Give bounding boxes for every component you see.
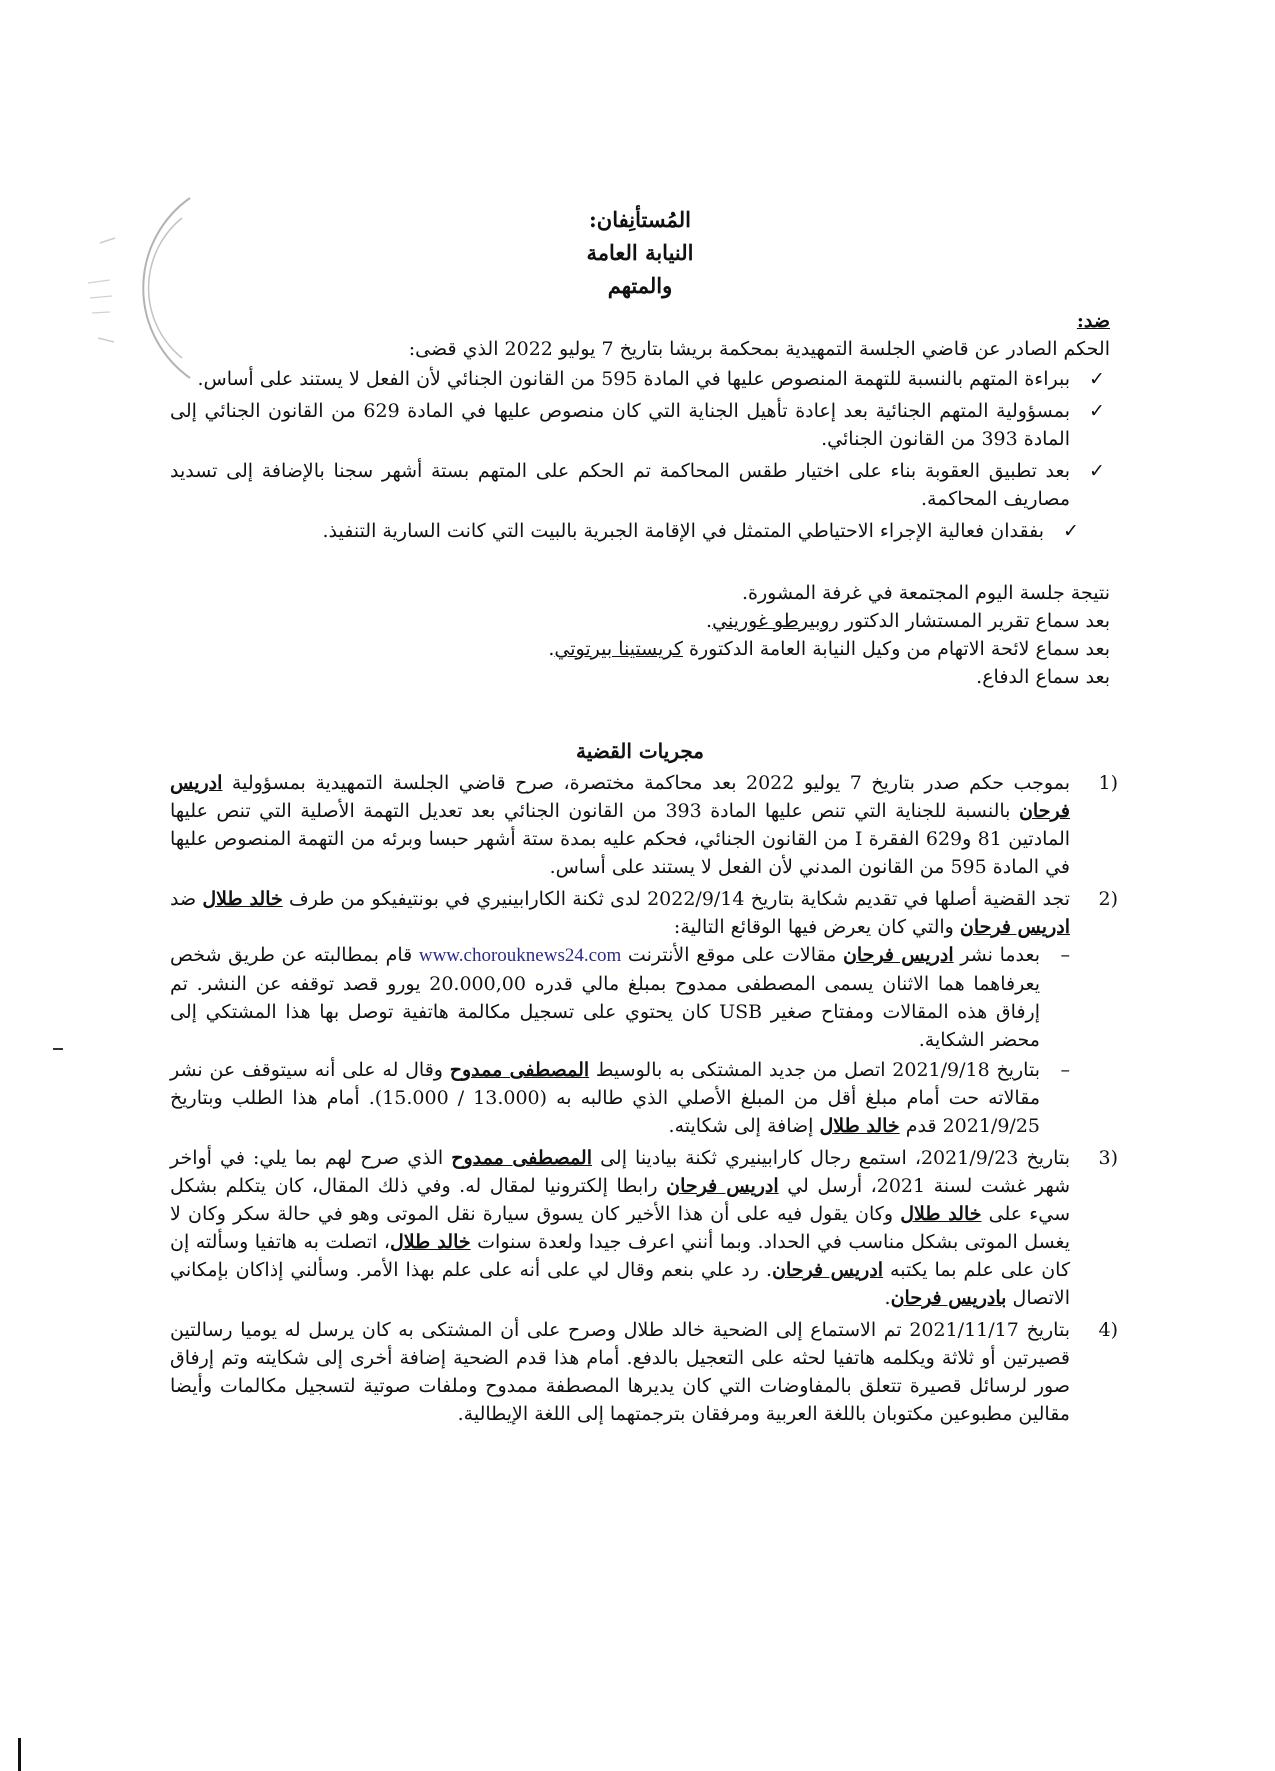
appellant-accused: والمتهم	[607, 273, 673, 298]
accused-name: ادريس فرحان	[959, 916, 1070, 938]
against-label: ضد:	[1076, 310, 1110, 332]
dash-icon: –	[1060, 944, 1070, 966]
judgment-point	[170, 397, 1110, 453]
complaint-fact: – بعدما نشر ادريس فرحان مقالات على موقع الأنترنت www.chorouknews24.com قام بمطالبته عن طريق شخص يعرفاهما هما الاثنان يسمى المصطفى ممدوح بمبلغ مالي قدره 20.000,00 يورو قصد توقفه عن النشر. تم إرفاق هذه المقالات ومفتاح صغير USB كان يحتوي على تسجيل مكالمة هاتفية توصل بها هذا المشتكي إلى محضر الشكاية.	[170, 941, 1070, 1054]
complaint-facts	[170, 941, 1070, 1140]
check-icon: ✓	[1089, 368, 1105, 390]
judgment-intro: الحكم الصادر عن قاضي الجلسة التمهيدية بمحكمة بريشا بتاريخ 7 يوليو 2022 الذي قضى:	[408, 338, 1110, 360]
proceedings-item: 1) بموجب حكم صدر بتاريخ 7 يوليو 2022 بعد محاكمة مختصرة، صرح قاضي الجلسة التمهيدية بمسؤولية ادريس فرحان بالنسبة للجناية التي تنص عليها المادة 393 من القانون الجنائي بعد تعديل التهمة الأصلية التي تنص عليها المادتين 81 و629 الفقرة I من القانون الجنائي، فحكم عليه بمدة ستة أشهر حبسا وبرئه من التهمة المنصوص عليها في المادة 595 من القانون المدني لأن الفعل لا يستند على أساس.	[170, 769, 1110, 881]
check-icon: ✓	[1063, 520, 1079, 542]
accused-name: ادريس فرحان	[666, 1175, 779, 1197]
accused-name: بادريس فرحان	[890, 1287, 1007, 1309]
check-icon: ✓	[1089, 400, 1105, 422]
appellants-label: المُستأنِفان:	[589, 207, 691, 232]
judgment-point	[170, 365, 1110, 393]
proceedings-item: 3) بتاريخ 2021/9/23، استمع رجال كارابينيري ثكنة بيادينا إلى المصطفى ممدوح الذي صرح لهم بما يلي: في أواخر شهر غشت لسنة 2021، أرسل لي ادريس فرحان رابطا إلكترونيا لمقال له. وفي ذلك المقال، كان يتكلم بشكل سيء على خالد طلال وكان يقول فيه على أن هذا الأخير كان يسوق سيارة نقل الموتى وهو في حالة سكر وكان لا يغسل الموتى بشكل مناسب في الحداد. وبما أنني اعرف جيدا ولعدة سنوات خالد طلال، اتصلت به هاتفيا وسألته إن كان على علم بما يكتبه ادريس فرحان. رد علي بنعم وقال لي على أنه على علم بهذا الأمر. وسألني إذاكان بإمكاني الاتصال بادريس فرحان.	[170, 1144, 1110, 1312]
victim-name: خالد طلال	[819, 1115, 900, 1137]
accused-name: ادريس فرحان	[170, 772, 1071, 822]
proceedings-list	[170, 769, 1118, 1428]
margin-mark-dash	[53, 1048, 63, 1050]
dash-icon: –	[1060, 1059, 1070, 1081]
prosecutor-name: كريستينا بيرتوتي	[554, 638, 683, 660]
proceedings-item: 2) تجد القضية أصلها في تقديم شكاية بتاريخ 2022/9/14 لدى ثكنة الكارابينيري في بونتيفيكو من طرف خالد طلال ضد ادريس فرحان والتي كان يعرض فيها الوقائع التالية: – بعدما نشر ادريس فرحان مقالات على موقع الأنترنت www.chorouknews24.com قام بمطالبته عن طريق شخص يعرفاهما هما الاثنان يسمى المصطفى ممدوح بمبلغ مالي قدره 20.000,00 يورو قصد توقفه عن النشر. تم إرفاق هذه المقالات ومفتاح صغير USB كان يحتوي على تسجيل مكالمة هاتفية توصل بها هذا المشتكي إلى محضر الشكاية. – بتاريخ 2021/9/18 اتصل من جديد المشتكى به بالوسيط المصطفى ممدوح وقال له على أنه سيتوقف عن نشر مقالاته حت أمام مبلغ أقل من المبلغ الأصلي الذي طالبه به (13.000 / 15.000). أمام هذا الطلب وبتاريخ 2021/9/25 قدم خالد طلال إضافة إلى شكايته.	[170, 885, 1110, 1140]
complaint-fact: – بتاريخ 2021/9/18 اتصل من جديد المشتكى به بالوسيط المصطفى ممدوح وقال له على أنه سيتوقف عن نشر مقالاته حت أمام مبلغ أقل من المبلغ الأصلي الذي طالبه به (13.000 / 15.000). أمام هذا الطلب وبتاريخ 2021/9/25 قدم خالد طلال إضافة إلى شكايته.	[170, 1056, 1070, 1140]
session-line-prosecution: بعد سماع لائحة الاتهام من وكيل النيابة العامة الدكتورة كريستينا بيرتوتي.	[548, 638, 1110, 660]
judgment-point-text: بفقدان فعالية الإجراء الاحتياطي المتمثل في الإقامة الجبرية بالبيت التي كانت السارية التنفيذ.	[322, 520, 1044, 542]
victim-name: خالد طلال	[390, 1231, 471, 1253]
judgment-point-text: بعد تطبيق العقوبة بناء على اختيار طقس المحاكمة تم الحكم على المتهم بستة أشهر سجنا بالإضافة إلى تسديد مصاريف المحاكمة.	[170, 460, 1070, 510]
accused-name: ادريس فرحان	[842, 944, 954, 966]
session-line-report: بعد سماع تقرير المستشار الدكتور روبيرطو غوريني.	[706, 610, 1110, 632]
item-number: 3)	[1098, 1147, 1118, 1169]
accused-name: ادريس فرحان	[772, 1259, 884, 1281]
mediator-name: المصطفى ممدوح	[449, 1059, 590, 1081]
session-line-defense: بعد سماع الدفاع.	[976, 666, 1110, 688]
item-number: 1)	[1098, 772, 1118, 794]
session-line-chamber: نتيجة جلسة اليوم المجتمعة في غرفة المشورة.	[742, 582, 1110, 604]
judgment-point	[170, 457, 1110, 513]
judgment-points	[170, 365, 1110, 545]
mediator-name: المصطفى ممدوح	[451, 1147, 592, 1169]
judgment-point-text: بمسؤولية المتهم الجنائية بعد إعادة تأهيل الجناية التي كان منصوص عليها في المادة 629 من القانون الجنائي إلى المادة 393 من القانون الجنائي.	[170, 400, 1070, 450]
document-page	[170, 205, 1118, 1432]
check-icon: ✓	[1089, 460, 1105, 482]
victim-name: خالد طلال	[900, 1203, 982, 1225]
victim-name: خالد طلال	[202, 888, 283, 910]
rapporteur-name: روبيرطو غوريني	[712, 610, 839, 632]
proceedings-item: 4) بتاريخ 2021/11/17 تم الاستماع إلى الضحية خالد طلال وصرح على أن المشتكى به كان يرسل له يوميا رسالتين قصيرتين أو ثلاثة ويكلمه هاتفيا لحثه على التعجيل بالدفع. أمام هذا قدم الضحية إضافة أخرى إلى شكايته وتم إرفاق صور لرسائل قصيرة تتعلق بالمفاوضات التي كان يديرها المصطفة ممدوح وملفات صوتية لتسجيل مكالمات وأيضا مقالين مطبوعين مكتوبان باللغة العربية ومرفقان بترجمتهما إلى اللغة الإيطالية.	[170, 1316, 1110, 1428]
margin-mark-bar	[18, 1738, 21, 1771]
judgment-point-text: ببراءة المتهم بالنسبة للتهمة المنصوص عليها في المادة 595 من القانون الجنائي لأن الفعل لا يستند على أساس.	[197, 368, 1070, 390]
proceedings-title: مجريات القضية	[576, 739, 704, 763]
item-number: 2)	[1098, 888, 1118, 910]
appellant-prosecution: النيابة العامة	[586, 240, 694, 265]
website-link: www.chorouknews24.com	[418, 945, 622, 966]
judgment-point	[170, 517, 1110, 545]
item-number: 4)	[1098, 1319, 1118, 1341]
